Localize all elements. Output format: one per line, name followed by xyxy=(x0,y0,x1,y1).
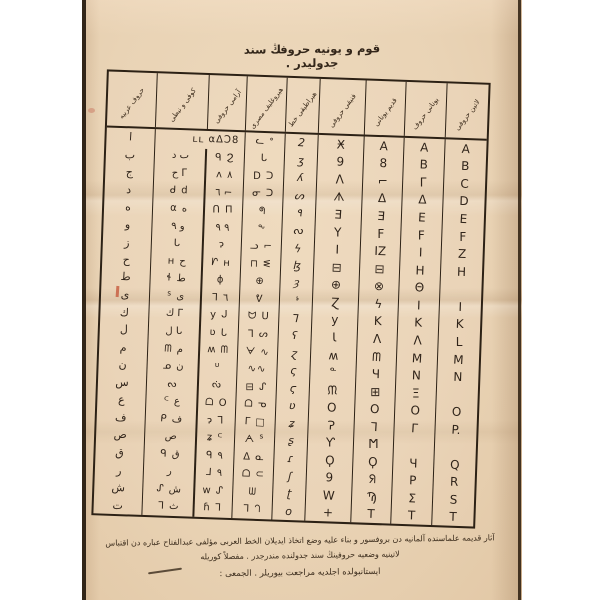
glyph-cell-kufic-20: ر xyxy=(166,465,173,478)
glyph-cell-aramaic-16: ᗝ O xyxy=(204,396,228,410)
glyph-cell-aramaic-10: ᒣ ٦ xyxy=(211,291,229,304)
glyph-cell-greek-14: N xyxy=(411,368,422,383)
glyph-cell-kufic-8: ʜ ح xyxy=(167,255,187,267)
glyph-cell-hiero-16: ᗝ ᓀ xyxy=(244,398,268,411)
glyph-cell-oldgreek-15: ⊞ xyxy=(370,384,381,399)
glyph-cell-kufic-11: ك ᒥ xyxy=(165,307,185,320)
glyph-cell-kufic-9: ɬ ط xyxy=(166,272,187,285)
glyph-cell-hieratic-19: ɾ xyxy=(287,452,294,466)
glyph-cell-greek-13: M xyxy=(411,350,423,366)
glyph-cell-oldgreek-22: T xyxy=(367,507,375,522)
header-cell-kufic xyxy=(155,73,209,129)
page-title: قوم و يونيه حروفڭ سند جدوليدر . xyxy=(243,41,381,71)
glyph-cell-hieratic-20: ʃ xyxy=(287,469,292,483)
glyph-cell-hieratic-10: ᔉ xyxy=(293,294,298,308)
glyph-cell-phoenician-20: 9 xyxy=(325,470,334,485)
glyph-cell-hiero-2: ᒐ xyxy=(260,153,269,165)
glyph-cell-kufic-2: ٮ د xyxy=(171,150,190,162)
glyph-cell-greek-6: F xyxy=(417,228,425,243)
glyph-cell-latin-9 xyxy=(440,279,482,299)
glyph-cell-latin-14: N xyxy=(453,369,463,384)
glyph-cell-greek-20: P xyxy=(408,473,417,488)
glyph-cell-kufic-21: ᔑ ش xyxy=(156,482,182,496)
glyph-cell-oldgreek-11: K xyxy=(373,314,382,329)
glyph-cell-oldgreek-20: ᖆ xyxy=(368,471,377,487)
glyph-cell-arabic-18: ص xyxy=(113,428,127,442)
glyph-cell-arabic-14: ن xyxy=(118,358,127,372)
glyph-cell-phoenician-17: Ɂ xyxy=(327,417,336,433)
glyph-cell-phoenician-6: Y xyxy=(334,225,342,240)
glyph-cell-hieratic-11: ᒣ xyxy=(291,311,299,326)
glyph-cell-kufic-19: ᑫ ق xyxy=(160,448,180,460)
glyph-cell-aramaic-18: ʑ ᒼ xyxy=(206,432,224,444)
glyph-cell-greek-19: Ч xyxy=(408,455,418,471)
header-label: قديم يونانى xyxy=(371,96,399,129)
glyph-cell-phoenician-8: ⊟ xyxy=(331,259,342,275)
glyph-cell-hiero-8: ⊓ ᓬ xyxy=(249,258,272,270)
glyph-cell-latin-11: K xyxy=(455,317,464,332)
glyph-cell-phoenician-1: Ӿ xyxy=(336,137,346,152)
glyph-cell-phoenician-7: I xyxy=(335,242,340,257)
glyph-cell-arabic-15: س xyxy=(115,376,129,390)
glyph-cell-kufic-5: α ه xyxy=(169,202,188,215)
header-label: كوفى و نبطى xyxy=(167,87,198,124)
header-cell-latin xyxy=(445,83,489,138)
glyph-cell-arabic-16: ع xyxy=(117,393,125,407)
glyph-cell-hieratic-1: 2 xyxy=(297,136,306,150)
glyph-cell-latin-19: Q xyxy=(449,457,460,472)
glyph-cell-greek-1: A xyxy=(419,140,429,155)
glyph-cell-greek-15: Ξ xyxy=(412,385,420,400)
glyph-cell-aramaic-17: ɂ ᒣ xyxy=(207,414,225,426)
glyph-cell-hiero-11: ᗢ ᑌ xyxy=(247,310,270,323)
glyph-cell-phoenician-16: O xyxy=(326,400,337,415)
glyph-cell-phoenician-3: Λ xyxy=(335,172,344,187)
glyph-cell-kufic-22: ᒣ ث xyxy=(157,500,179,513)
glyph-cell-arabic-17: ف xyxy=(114,410,127,425)
glyph-cell-arabic-1: ا xyxy=(128,130,133,144)
glyph-cell-oldgreek-10: ϟ xyxy=(374,296,383,311)
glyph-cell-hieratic-9: ȝ xyxy=(293,276,300,290)
glyph-cell-aramaic-22: ɦ ᒣ xyxy=(203,502,223,514)
header-cell-greek xyxy=(404,82,447,137)
glyph-cell-latin-5: E xyxy=(459,211,468,227)
alphabet-table xyxy=(91,69,490,528)
header-cell-oldgreek xyxy=(364,80,406,135)
glyph-cell-aramaic-21: w ᔑ xyxy=(202,484,225,497)
glyph-cell-kufic-1: ʟʟ xyxy=(192,133,205,146)
glyph-cell-arabic-6: و xyxy=(124,218,131,232)
glyph-cell-greek-12: Λ xyxy=(413,333,422,348)
glyph-cell-oldgreek-21: Ϡ xyxy=(366,489,378,504)
glyph-cell-phoenician-10: Ɀ xyxy=(331,295,340,310)
pen-flourish xyxy=(148,568,182,575)
glyph-cell-greek-9: Θ xyxy=(414,280,425,295)
glyph-cell-greek-18 xyxy=(394,437,434,455)
glyph-cell-aramaic-13: ʍ ᗰ xyxy=(207,344,230,357)
glyph-cell-aramaic-2: ᑫ Ϩ xyxy=(215,151,235,163)
glyph-cell-phoenician-15: ᙏ xyxy=(327,382,338,397)
glyph-cell-oldgreek-6: Ϝ xyxy=(377,226,385,241)
caption-line-2: لاتينيه وضعيه حروفينڭ سند جدولنده مندرجدر . مفصلاً كوريله xyxy=(200,549,400,562)
glyph-cell-aramaic-1: αΔƆ8 xyxy=(208,133,240,146)
glyph-cell-hieratic-12: ʕ xyxy=(291,329,298,343)
glyph-cell-hiero-15: ⊟ ᔑ xyxy=(245,381,268,393)
glyph-cell-hiero-22: ᒣ ᘃ xyxy=(242,503,262,516)
glyph-cell-arabic-13: م xyxy=(119,340,128,355)
glyph-cell-phoenician-21: W xyxy=(322,487,336,503)
glyph-cell-phoenician-11: y xyxy=(330,312,339,327)
glyph-cell-greek-3: Γ xyxy=(419,175,427,190)
glyph-cell-aramaic-6: ۹ ٩ xyxy=(215,221,230,234)
glyph-cell-hieratic-8: ɮ xyxy=(293,259,302,273)
glyph-cell-oldgreek-17: ᒣ xyxy=(370,419,379,434)
glyph-cell-aramaic-11: y ᒍ xyxy=(210,309,229,321)
glyph-cell-oldgreek-4: Δ xyxy=(377,191,387,206)
glyph-cell-kufic-14: ᓄ ن xyxy=(162,360,184,373)
glyph-cell-hiero-17: ᒥ □ xyxy=(244,415,267,428)
glyph-cell-hiero-10: ᕓ xyxy=(255,293,264,305)
glyph-cell-phoenician-12: Ɩ xyxy=(332,330,337,345)
glyph-cell-oldgreek-12: ᐱ xyxy=(373,331,382,346)
glyph-cell-latin-12: L xyxy=(455,334,463,349)
glyph-cell-hieratic-17: ʑ xyxy=(288,416,295,431)
glyph-cell-hieratic-5: ٩ xyxy=(295,206,303,220)
glyph-cell-arabic-5: ه xyxy=(124,200,132,214)
glyph-cell-kufic-12: ل ᒐ xyxy=(165,325,184,337)
glyph-cell-greek-4: Δ xyxy=(418,192,427,208)
glyph-cell-hieratic-13: ɀ xyxy=(290,346,298,361)
glyph-cell-arabic-8: ح xyxy=(122,253,131,267)
glyph-cell-hieratic-16: ʋ xyxy=(288,399,296,413)
glyph-cell-hieratic-18: ʂ xyxy=(288,434,294,448)
header-label: حروف عربيه xyxy=(117,86,147,121)
glyph-cell-hiero-20: ᗝ ⊂ xyxy=(241,468,265,481)
glyph-cell-oldgreek-2: 8 xyxy=(379,156,388,171)
glyph-cell-aramaic-3: ʌ ٨ xyxy=(215,169,233,181)
glyph-cell-latin-2: B xyxy=(460,159,470,174)
glyph-cell-arabic-2: ب xyxy=(124,147,136,162)
header-cell-aramaic xyxy=(207,75,247,130)
glyph-cell-arabic-9: ط xyxy=(120,270,132,285)
glyph-cell-latin-1: A xyxy=(461,141,471,157)
glyph-cell-hieratic-21: ʈ xyxy=(286,487,292,501)
glyph-cell-kufic-18: ص xyxy=(164,430,177,442)
glyph-cell-aramaic-7: ɂ xyxy=(218,239,225,251)
glyph-cell-hiero-18: ᗅ ᔆ xyxy=(244,433,265,445)
glyph-cell-latin-21: S xyxy=(449,492,458,507)
glyph-cell-hieratic-15: ϛ xyxy=(289,382,297,396)
glyph-cell-hiero-3: ᗞ ᑐ xyxy=(253,170,275,182)
header-cell-arabic xyxy=(107,72,157,128)
glyph-cell-phoenician-2: 9 xyxy=(336,154,345,170)
glyph-cell-hieratic-4: ᔕ xyxy=(294,188,305,203)
glyph-cell-phoenician-19: Ϙ xyxy=(324,452,335,468)
glyph-cell-latin-7: Z xyxy=(457,246,467,262)
glyph-cell-kufic-4: ᑯ d xyxy=(169,185,189,197)
glyph-cell-greek-16: O xyxy=(410,403,421,418)
header-label: يونانى حروف xyxy=(410,96,441,132)
glyph-cell-aramaic-8: ᗁ ʜ xyxy=(211,256,232,269)
glyph-cell-kufic-15: ᔓ xyxy=(167,378,178,390)
glyph-cell-hiero-19: Δ ᓇ xyxy=(243,451,265,463)
header-cell-phoenician xyxy=(318,79,366,135)
glyph-cell-arabic-19: ق xyxy=(115,446,125,460)
glyph-cell-phoenician-5: Ǝ xyxy=(334,207,343,222)
photo-left-edge xyxy=(82,0,86,600)
glyph-cell-hiero-7: ᓗ ⌐ xyxy=(249,240,274,253)
glyph-cell-latin-16: O xyxy=(451,404,462,419)
glyph-cell-hiero-6: ᖕ xyxy=(257,223,266,235)
glyph-cell-arabic-12: ل xyxy=(119,323,128,337)
glyph-cell-oldgreek-18: Ϻ xyxy=(368,437,379,452)
glyph-cell-hieratic-6: ᔓ xyxy=(293,224,304,238)
glyph-cell-kufic-6: و ٩ xyxy=(171,220,185,232)
glyph-cell-latin-13: M xyxy=(452,351,465,367)
glyph-cell-greek-7: I xyxy=(418,245,423,260)
glyph-cell-arabic-11: ك xyxy=(119,305,130,320)
glyph-cell-greek-10: I xyxy=(416,298,421,313)
glyph-cell-greek-22: T xyxy=(407,508,416,523)
glyph-cell-greek-17: Γ xyxy=(410,420,419,436)
glyph-cell-latin-10: I xyxy=(458,299,463,314)
caption-line-3: ايستانبولده اجلديه مراجعت بيوريلر . الجمعى : xyxy=(219,566,381,580)
glyph-cell-phoenician-22: + xyxy=(322,505,334,520)
glyph-cell-oldgreek-3: ⌐ xyxy=(377,173,388,188)
glyph-cell-greek-8: H xyxy=(415,262,425,278)
glyph-cell-hieratic-2: ʒ xyxy=(297,153,305,168)
glyph-cell-kufic-3: ح ᒥ xyxy=(171,167,188,179)
glyph-cell-aramaic-9: ɸ xyxy=(216,274,225,286)
document-photo xyxy=(82,0,522,600)
glyph-cell-oldgreek-19: Ϙ xyxy=(367,454,378,469)
glyph-cell-hieratic-3: ʎ xyxy=(296,171,304,185)
glyph-cell-phoenician-14: ᓐ xyxy=(329,365,337,380)
glyph-cell-greek-21: Σ xyxy=(407,490,417,506)
glyph-cell-aramaic-20: ᒧ ٩ xyxy=(205,467,223,480)
glyph-cell-hiero-5: ᖗ xyxy=(258,205,267,218)
header-label: هيراطيقى خط xyxy=(286,90,319,129)
glyph-cell-kufic-7: ᒐ xyxy=(173,237,182,250)
glyph-cell-aramaic-19: ᑫ ۹ xyxy=(205,449,224,462)
glyph-cell-arabic-10: ى xyxy=(120,288,130,302)
header-label: فنيقى حروفى xyxy=(326,92,358,130)
header-cell-hiero xyxy=(245,76,287,131)
glyph-cell-hiero-1: ᓚ ᐤ xyxy=(255,135,275,148)
glyph-cell-kufic-13: ᗰ م xyxy=(164,342,184,355)
glyph-cell-arabic-21: ش xyxy=(111,480,126,495)
glyph-cell-oldgreek-7: IZ xyxy=(374,243,387,259)
glyph-cell-latin-4: D xyxy=(459,194,469,209)
header-label: لاتين حروفى xyxy=(452,98,482,133)
glyph-cell-hiero-14: ∿∿ xyxy=(247,363,267,376)
caption-line-1: آثار قديمه علماسنده آلمانيه دن بروفسور و بناء عليه وضع اتخاذ ايديلان الخط العربى مؤلفى عبدالفتاح عباره دن اقتباس xyxy=(105,533,495,548)
glyph-cell-aramaic-12: ʋ ᒐ xyxy=(209,326,229,339)
header-label: آرامى حروفى xyxy=(211,88,243,126)
glyph-cell-arabic-22: ت xyxy=(112,498,124,513)
glyph-cell-oldgreek-8: ⊟ xyxy=(374,261,385,276)
glyph-cell-phoenician-9: ⊕ xyxy=(330,277,342,292)
glyph-cell-hiero-9: ⊕ xyxy=(255,275,266,288)
glyph-cell-oldgreek-9: ⊗ xyxy=(373,278,385,294)
glyph-cell-hiero-12: ᒣ ᔕ xyxy=(247,328,269,340)
glyph-cell-oldgreek-14: Ч xyxy=(371,366,381,382)
glyph-cell-latin-3: C xyxy=(460,176,469,191)
glyph-cell-aramaic-14: ᓑ xyxy=(214,362,221,374)
glyph-cell-kufic-16: ᒼ ع xyxy=(163,395,181,408)
glyph-cell-greek-5: E xyxy=(417,210,427,225)
glyph-cell-latin-15 xyxy=(437,386,478,404)
glyph-cell-latin-8: H xyxy=(456,264,467,279)
glyph-cell-hieratic-7: ϟ xyxy=(293,241,302,255)
glyph-cell-aramaic-15: ᔔ xyxy=(211,379,223,392)
glyph-cell-oldgreek-13: ᗰ xyxy=(371,349,382,364)
glyph-cell-hiero-4: ᓂ ᑐ xyxy=(251,187,275,200)
glyph-cell-phoenician-18: Ƴ xyxy=(326,435,335,450)
glyph-cell-arabic-4: د xyxy=(126,183,132,197)
glyph-cell-arabic-20: ر xyxy=(116,463,122,477)
photo-right-edge xyxy=(518,0,521,600)
glyph-cell-arabic-7: ز xyxy=(123,235,130,249)
glyph-cell-phoenician-4: ᗑ xyxy=(333,189,345,205)
glyph-cell-latin-17: P. xyxy=(451,422,462,437)
header-cell-hieratic xyxy=(285,78,320,133)
glyph-cell-aramaic-4: ٦ ⌐ xyxy=(214,186,233,199)
glyph-cell-aramaic-5: ᑎ Π xyxy=(212,204,234,216)
glyph-cell-latin-22: T xyxy=(449,509,457,525)
header-label: هيروغليف مصرى xyxy=(247,86,285,131)
glyph-cell-greek-11: K xyxy=(414,315,423,330)
glyph-cell-arabic-3: ج xyxy=(125,165,133,179)
glyph-cell-oldgreek-1: A xyxy=(379,138,389,154)
glyph-cell-hieratic-22: o xyxy=(284,504,293,518)
red-ink-smudge xyxy=(88,108,95,113)
glyph-cell-kufic-17: ᑭ ف xyxy=(160,412,183,426)
table-body xyxy=(93,127,486,526)
glyph-cell-phoenician-13: ʍ xyxy=(328,347,339,363)
glyph-cell-greek-2: B xyxy=(419,157,429,173)
glyph-cell-hiero-13: ᗄ ∿ xyxy=(245,345,270,358)
glyph-cell-oldgreek-5: Ǝ xyxy=(377,208,386,224)
glyph-cell-kufic-10: ᔆ ى xyxy=(166,290,185,302)
glyph-cell-latin-20: R xyxy=(449,474,459,490)
glyph-cell-hieratic-14: ς xyxy=(290,364,297,378)
glyph-cell-hiero-21: ᗯ xyxy=(248,486,258,498)
glyph-cell-latin-6: F xyxy=(459,229,467,244)
glyph-cell-latin-18 xyxy=(435,438,476,456)
glyph-cell-oldgreek-16: O xyxy=(369,401,380,417)
